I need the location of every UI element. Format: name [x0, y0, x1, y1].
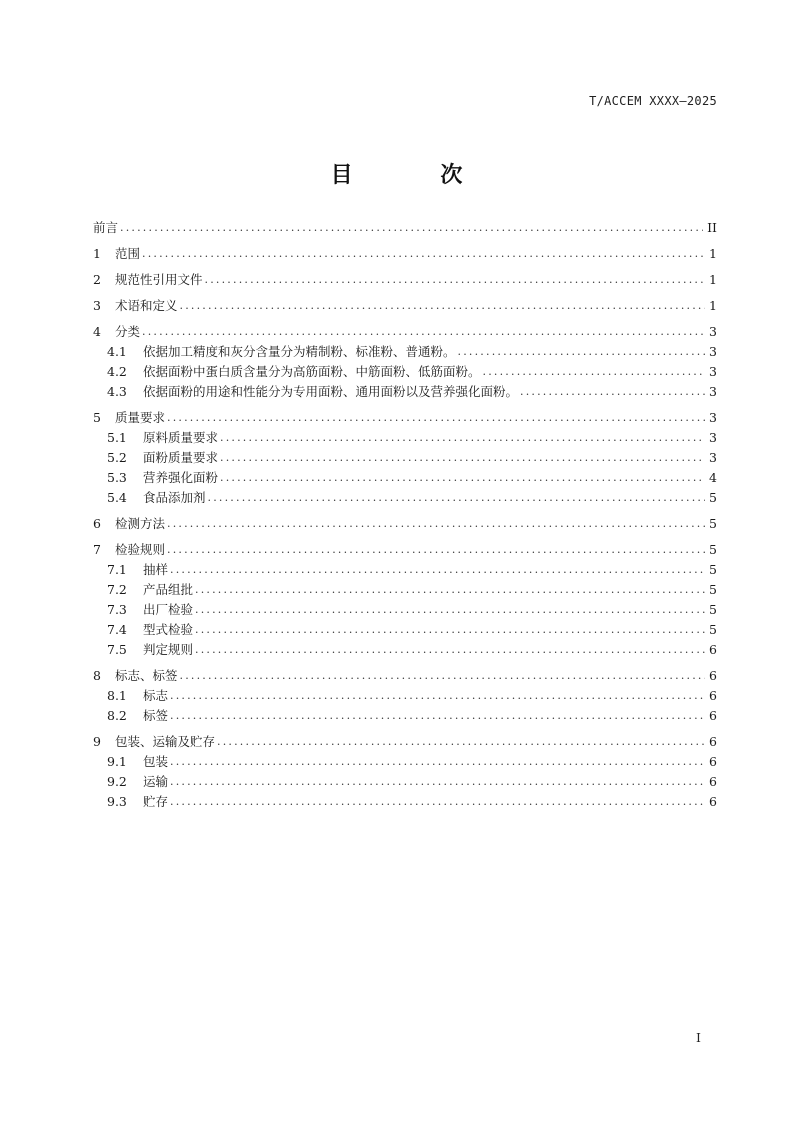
toc-entry-page: 6: [709, 754, 717, 769]
toc-entry-label: 术语和定义: [115, 298, 178, 313]
toc-entry-label: 规范性引用文件: [115, 272, 203, 287]
toc-entry-5-3[interactable]: [93, 468, 717, 488]
toc-leader-dots: [167, 408, 705, 428]
toc-entry-label: 范围: [115, 246, 141, 261]
toc-leader-dots: [170, 772, 705, 792]
toc-leader-dots: [195, 600, 705, 620]
toc-leader-dots: [180, 666, 705, 686]
toc-entry-4-1[interactable]: [93, 342, 717, 362]
toc-entry-number: 4.2: [107, 364, 127, 379]
toc-entry-label: 分类: [115, 324, 141, 339]
toc-entry-7-1[interactable]: [93, 560, 717, 580]
toc-entry-5-2[interactable]: [93, 448, 717, 468]
toc-entry-8-1[interactable]: [93, 686, 717, 706]
toc-entry-number: 9: [93, 734, 101, 749]
toc-entry-label: 质量要求: [115, 410, 166, 425]
toc-entry-7-3[interactable]: [93, 600, 717, 620]
toc-entry-label: 营养强化面粉: [143, 470, 219, 485]
toc-leader-dots: [205, 270, 705, 290]
toc-leader-dots: [208, 488, 705, 508]
toc-entry-page: 3: [709, 410, 717, 425]
toc-entry-page: 6: [709, 774, 717, 789]
toc-entry-number: 5.2: [107, 450, 127, 465]
toc-leader-dots: [170, 706, 705, 726]
toc-entry-7-2[interactable]: [93, 580, 717, 600]
toc-entry-label: 依据加工精度和灰分含量分为精制粉、标准粉、普通粉。: [143, 344, 456, 359]
toc-entry-page: 6: [709, 642, 717, 657]
toc-entry-label: 贮存: [143, 794, 169, 809]
toc-leader-dots: [458, 342, 705, 362]
toc-entry-number: 7: [93, 542, 101, 557]
toc-entry-page: 1: [709, 298, 717, 313]
toc-entry-5[interactable]: [93, 408, 717, 428]
toc-entry-label: 标志: [143, 688, 169, 703]
toc-entry-page: 3: [709, 430, 717, 445]
toc-entry-page: 5: [709, 602, 717, 617]
toc-leader-dots: [520, 382, 705, 402]
toc-leader-dots: [170, 560, 705, 580]
toc-entry-number: 4: [93, 324, 101, 339]
toc-entry-page: 4: [709, 470, 717, 485]
table-of-contents: [93, 218, 717, 812]
toc-entry-number: 8.1: [107, 688, 127, 703]
toc-entry-label: 包装: [143, 754, 169, 769]
toc-entry-label: 包装、运输及贮存: [115, 734, 216, 749]
toc-entry-label: 判定规则: [143, 642, 194, 657]
toc-leader-dots: [170, 686, 705, 706]
toc-entry-6[interactable]: [93, 514, 717, 534]
toc-entry-number: 9.1: [107, 754, 127, 769]
toc-entry-number: 6: [93, 516, 101, 531]
toc-leader-dots: [142, 322, 705, 342]
toc-leader-dots: [167, 540, 705, 560]
toc-leader-dots: [195, 640, 705, 660]
toc-leader-dots: [220, 468, 705, 488]
toc-leader-dots: [220, 448, 705, 468]
toc-entry-2[interactable]: [93, 270, 717, 290]
toc-leader-dots: [483, 362, 705, 382]
document-code: T/ACCEM XXXX—2025: [589, 94, 717, 108]
toc-entry-page: 6: [709, 794, 717, 809]
toc-entry-number: 5.4: [107, 490, 127, 505]
toc-leader-dots: [220, 428, 705, 448]
toc-entry-page: 5: [709, 582, 717, 597]
toc-entry-number: 2: [93, 272, 101, 287]
toc-title: 目 次: [330, 162, 503, 188]
toc-entry-number: 5.3: [107, 470, 127, 485]
toc-entry-number: 7.5: [107, 642, 127, 657]
toc-leader-dots: [217, 732, 705, 752]
toc-entry-7-5[interactable]: [93, 640, 717, 660]
toc-entry-page: 3: [709, 384, 717, 399]
toc-entry-label: 出厂检验: [143, 602, 194, 617]
toc-leader-dots: [170, 792, 705, 812]
toc-entry-4[interactable]: [93, 322, 717, 342]
toc-entry-9[interactable]: [93, 732, 717, 752]
toc-entry-number: 8: [93, 668, 101, 683]
toc-entry-page: 1: [709, 246, 717, 261]
toc-entry-label: 前言: [93, 220, 119, 235]
toc-entry-9-2[interactable]: [93, 772, 717, 792]
toc-entry-number: 9.2: [107, 774, 127, 789]
toc-entry-7[interactable]: [93, 540, 717, 560]
toc-entry-label: 依据面粉中蛋白质含量分为高筋面粉、中筋面粉、低筋面粉。: [143, 364, 481, 379]
toc-entry-label: 检验规则: [115, 542, 166, 557]
toc-entry-number: 3: [93, 298, 101, 313]
toc-entry-page: 5: [709, 622, 717, 637]
toc-entry-number: 4.1: [107, 344, 127, 359]
toc-entry-label: 依据面粉的用途和性能分为专用面粉、通用面粉以及营养强化面粉。: [143, 384, 519, 399]
toc-entry-label: 抽样: [143, 562, 169, 577]
toc-entry-number: 8.2: [107, 708, 127, 723]
toc-entry-number: 5: [93, 410, 101, 425]
toc-entry-page: 5: [709, 562, 717, 577]
toc-entry-1[interactable]: [93, 244, 717, 264]
toc-entry-label: 标志、标签: [115, 668, 178, 683]
toc-entry-label: 标签: [143, 708, 169, 723]
toc-entry-7-4[interactable]: [93, 620, 717, 640]
toc-entry-label: 检测方法: [115, 516, 166, 531]
toc-entry-label: 产品组批: [143, 582, 194, 597]
toc-entry-page: 3: [709, 344, 717, 359]
toc-entry-page: II: [707, 220, 717, 235]
toc-entry-page: 3: [709, 450, 717, 465]
toc-entry-4-3[interactable]: [93, 382, 717, 402]
toc-entry-8[interactable]: [93, 666, 717, 686]
toc-entry-9-3[interactable]: [93, 792, 717, 812]
toc-entry-5-4[interactable]: [93, 488, 717, 508]
toc-entry-page: 5: [709, 516, 717, 531]
toc-entry-number: 7.4: [107, 622, 127, 637]
toc-entry-page: 1: [709, 272, 717, 287]
toc-leader-dots: [195, 620, 705, 640]
toc-entry-number: 9.3: [107, 794, 127, 809]
toc-leader-dots: [142, 244, 705, 264]
toc-entry-number: 7.3: [107, 602, 127, 617]
toc-leader-dots: [120, 218, 703, 238]
toc-entry-label: 面粉质量要求: [143, 450, 219, 465]
toc-entry-3[interactable]: [93, 296, 717, 316]
toc-entry-page: 5: [709, 490, 717, 505]
toc-entry-foreword[interactable]: [93, 218, 717, 238]
toc-entry-label: 运输: [143, 774, 169, 789]
toc-leader-dots: [195, 580, 705, 600]
toc-entry-page: 5: [709, 542, 717, 557]
toc-entry-page: 6: [709, 708, 717, 723]
toc-leader-dots: [180, 296, 705, 316]
toc-entry-label: 原料质量要求: [143, 430, 219, 445]
toc-entry-page: 3: [709, 324, 717, 339]
toc-entry-number: 1: [93, 246, 101, 261]
toc-entry-page: 6: [709, 668, 717, 683]
page-number: I: [696, 1030, 701, 1045]
toc-entry-label: 食品添加剂: [143, 490, 206, 505]
toc-leader-dots: [167, 514, 705, 534]
toc-leader-dots: [170, 752, 705, 772]
toc-entry-number: 7.2: [107, 582, 127, 597]
toc-entry-page: 6: [709, 688, 717, 703]
toc-entry-label: 型式检验: [143, 622, 194, 637]
toc-entry-9-1[interactable]: [93, 752, 717, 772]
toc-entry-4-2[interactable]: [93, 362, 717, 382]
toc-entry-number: 5.1: [107, 430, 127, 445]
toc-entry-page: 3: [709, 364, 717, 379]
toc-entry-page: 6: [709, 734, 717, 749]
toc-entry-5-1[interactable]: [93, 428, 717, 448]
toc-entry-number: 7.1: [107, 562, 127, 577]
toc-entry-8-2[interactable]: [93, 706, 717, 726]
toc-entry-number: 4.3: [107, 384, 127, 399]
